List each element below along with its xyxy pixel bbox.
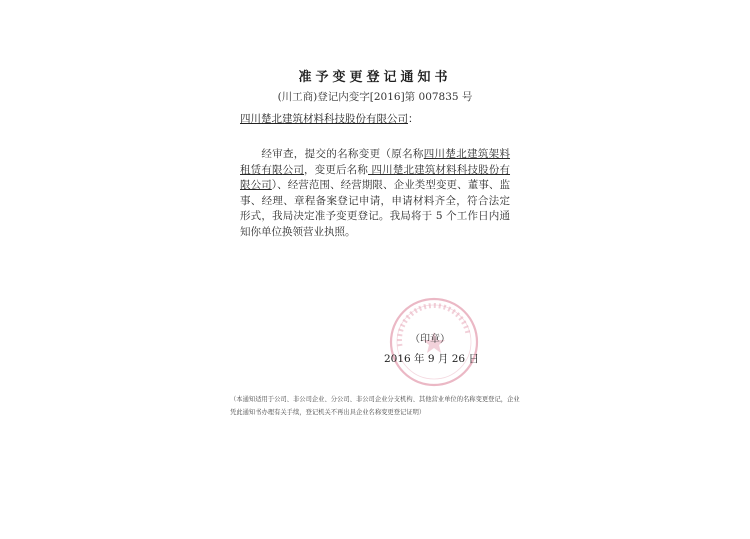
body-part-2: ，变更后名称 [304,163,369,176]
body-part-1: 经审查，提交的名称变更（原名称 [261,148,424,160]
seal-label: （印章） [410,334,450,345]
body-part-3: ）、经营范围、经营期限、企业类型变更、董事、监事、经理、章程备案登记申请，申请材料齐全，符合法定形式，我局决定准予变更登记。我局将于 5 个工作日内通知你单位换领营业执照。 [240,179,511,238]
old-company-name-1: 四川楚北建筑架料租赁有限 [240,148,511,176]
addressee-company: 四川楚北建筑材料科技股份有限公司 [240,113,408,125]
document-title: 准予变更登记通知书 [298,70,452,85]
old-company-name-2: 公司 [282,163,305,176]
addressee-suffix: ： [408,113,419,125]
issue-date: 2016 年 9 月 26 日 [384,353,479,365]
footnote: （本通知适用于公司、非公司企业、分公司、非公司企业分支机构、其他营业单位的名称变更登记，企业凭此通知书办理有关手续，登记机关不再出具企业名称变更登记证明） [230,396,520,416]
body-paragraph [240,147,510,240]
addressee-line [240,111,419,126]
document-number: (川工商)登记内变字[2016]第 007835 号 [277,91,473,103]
new-company-name: 四川楚北建筑材料科技股份有限公司 [240,163,511,191]
